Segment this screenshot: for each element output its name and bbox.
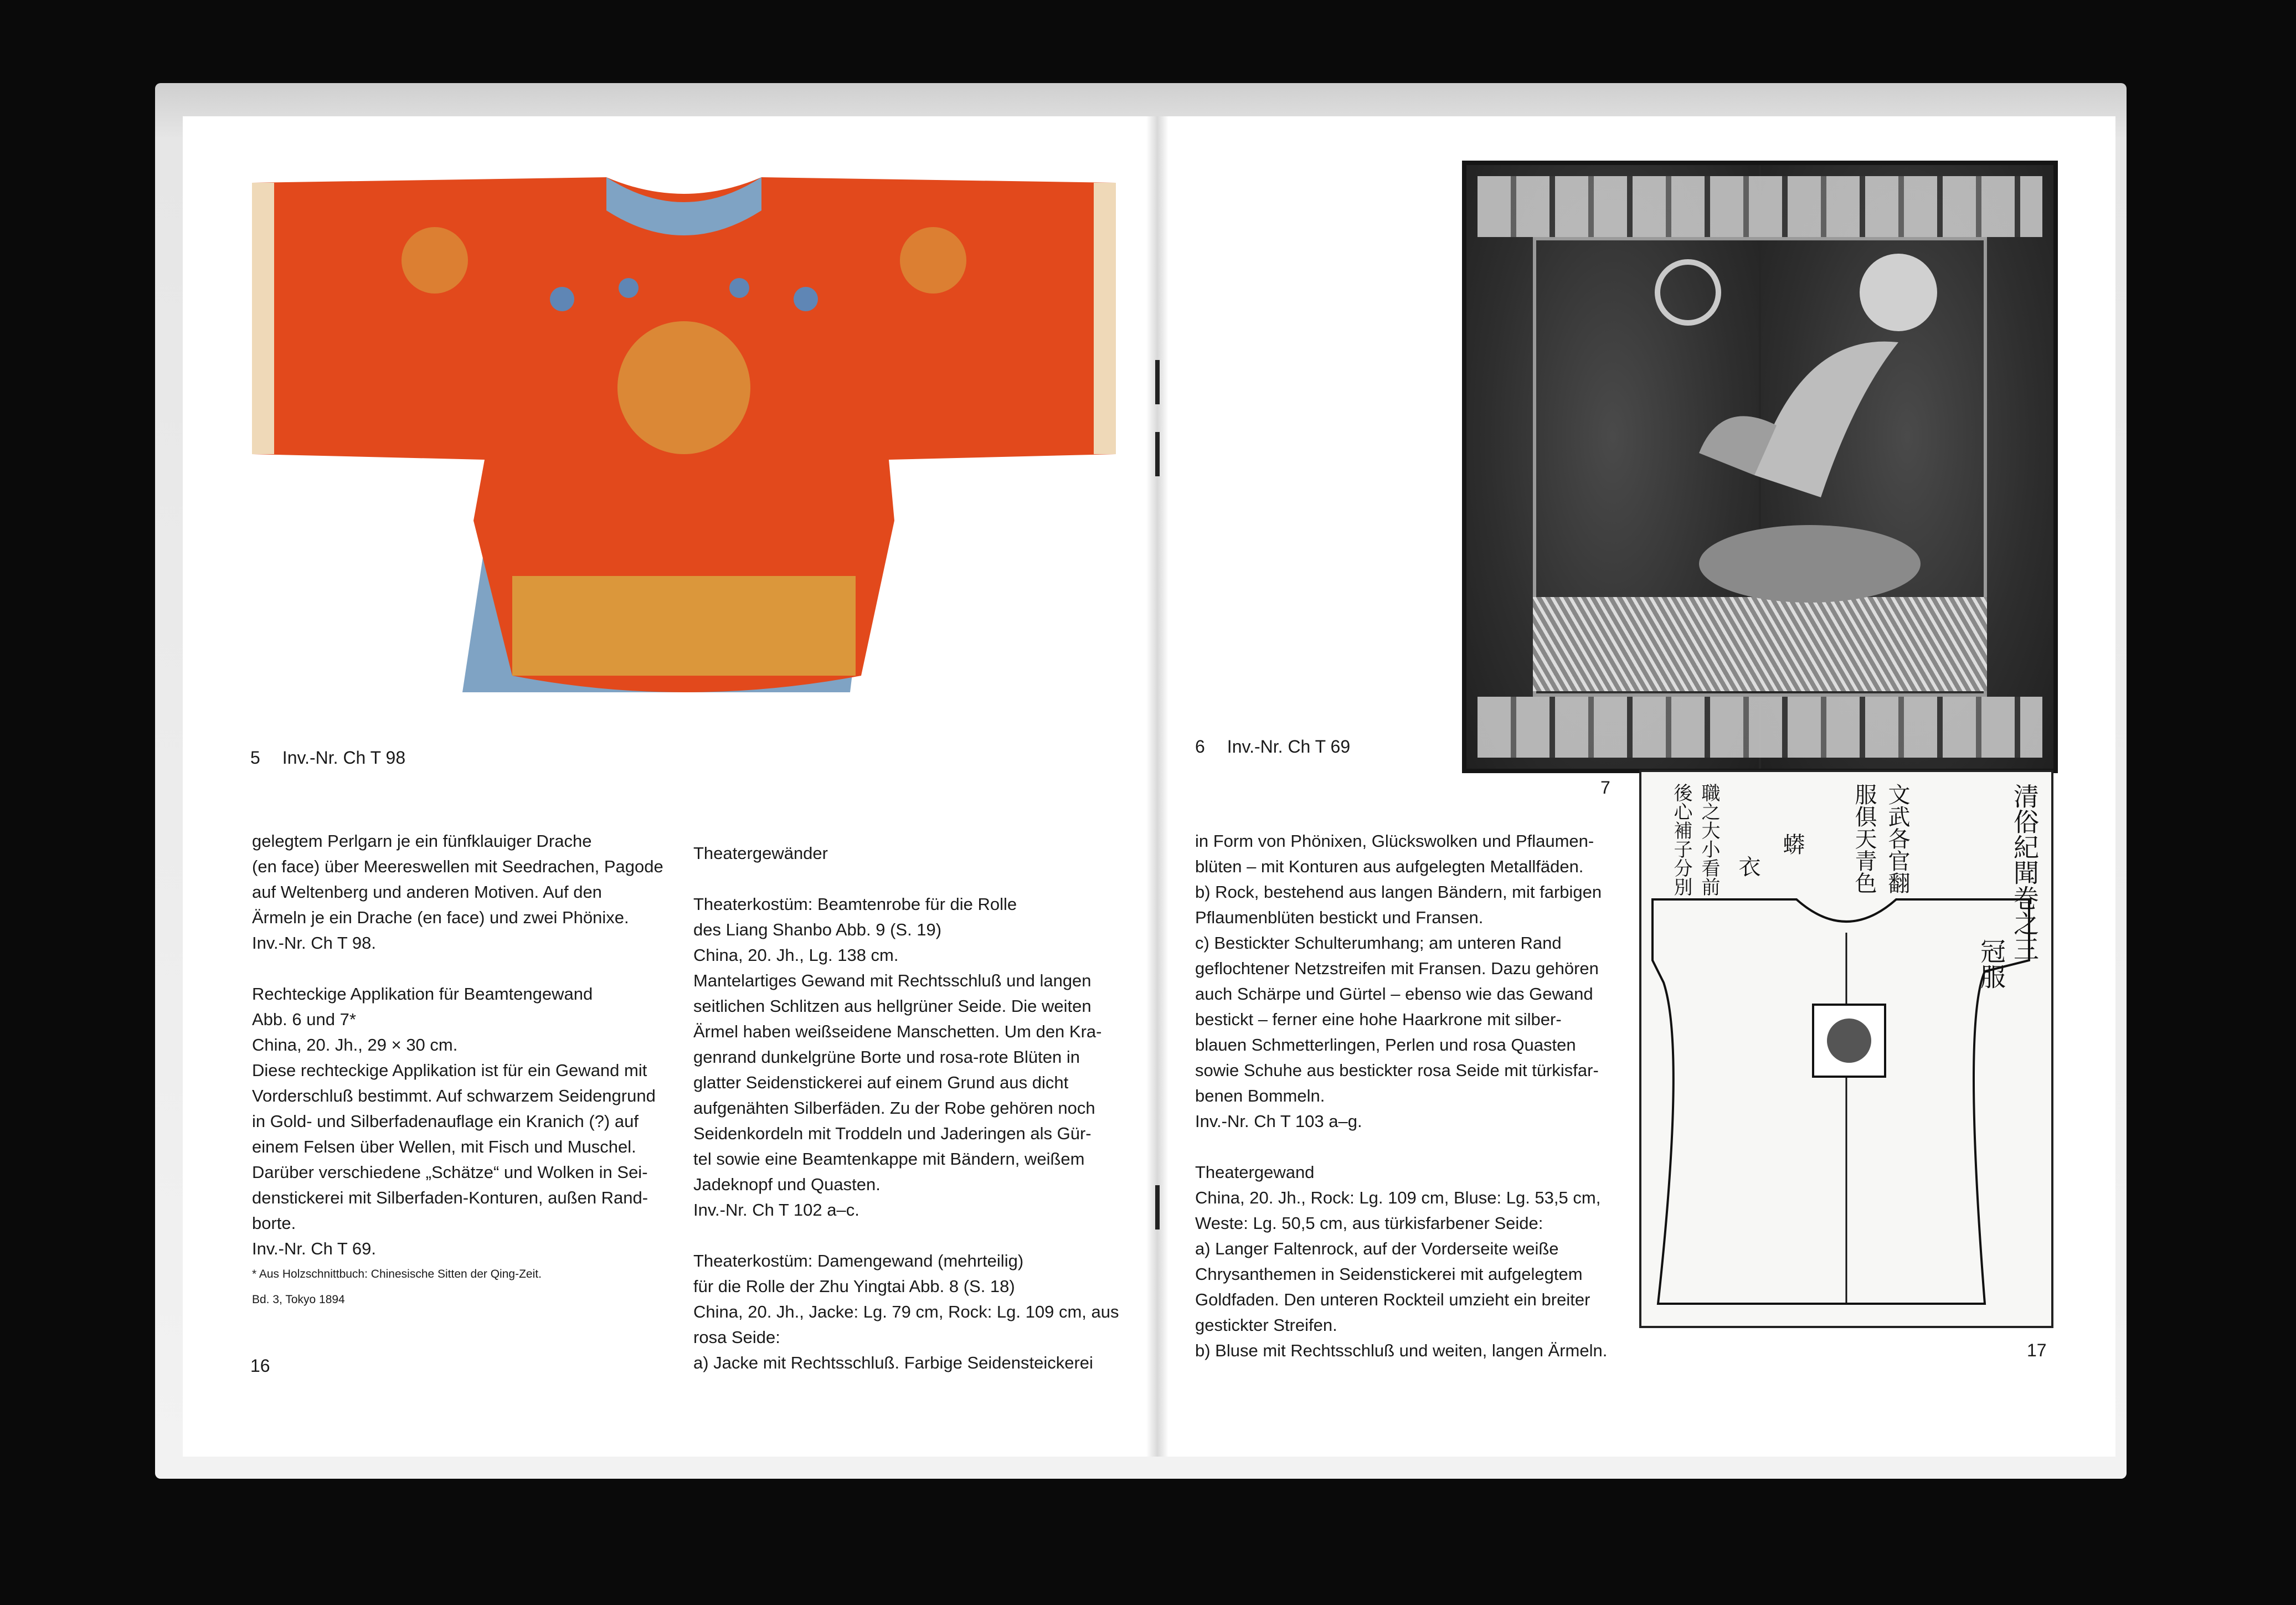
binding-stitch xyxy=(1155,360,1160,404)
text-line: Theaterkostüm: Damengewand (mehrteilig) xyxy=(693,1251,1024,1270)
page-number-left: 16 xyxy=(250,1356,270,1376)
text-line: gelegtem Perlgarn je ein fünfklauiger Drache xyxy=(252,831,592,851)
text-line: Weste: Lg. 50,5 cm, aus türkisfarbener Seide: xyxy=(1195,1213,1543,1233)
text-line: Goldfaden. Den unteren Rockteil umzieht ein breiter xyxy=(1195,1290,1590,1309)
figure-caption-text: Inv.-Nr. Ch T 98 xyxy=(282,748,406,768)
woodcut-text: 服俱天青色 xyxy=(1851,783,1877,894)
paragraph xyxy=(693,1248,1136,1376)
text-line: in Gold- und Silberfadenauflage ein Kranich (?) auf xyxy=(252,1112,639,1131)
robe-photo xyxy=(252,177,1116,709)
text-line: auch Schärpe und Gürtel – ebenso wie das Gewand xyxy=(1195,984,1593,1004)
text-line: des Liang Shanbo Abb. 9 (S. 19) xyxy=(693,920,942,939)
text-line: Jadeknopf und Quasten. xyxy=(693,1175,881,1194)
robe-right-cuff xyxy=(1094,183,1116,454)
dragon-motif xyxy=(900,227,966,294)
dragon-motif xyxy=(401,227,468,294)
text-line: einem Felsen über Wellen, mit Fisch und Muschel. xyxy=(252,1137,636,1156)
text-line: genrand dunkelgrüne Borte und rosa-rote Blüten in xyxy=(693,1047,1080,1067)
text-line: rosa Seide: xyxy=(693,1328,780,1347)
text-line: seitlichen Schlitzen aus hellgrüner Seide. Die weiten xyxy=(693,996,1092,1016)
text-line: Vorderschluß bestimmt. Auf schwarzem Seidengrund xyxy=(252,1086,656,1105)
text-line: Darüber verschiedene „Schätze“ und Wolken in Sei- xyxy=(252,1162,648,1182)
right-column xyxy=(1195,829,1627,1389)
text-line: Inv.-Nr. Ch T 102 a–c. xyxy=(693,1200,859,1220)
left-column-1 xyxy=(252,829,673,1313)
woodcut-text: 蟒 xyxy=(1779,833,1805,855)
paragraph xyxy=(693,892,1136,1223)
text-line: bestickt – ferner eine hohe Haarkrone mit silber- xyxy=(1195,1010,1562,1029)
text-line: China, 20. Jh., 29 × 30 cm. xyxy=(252,1035,458,1054)
text-line: Mantelartiges Gewand mit Rechtsschluß und langen xyxy=(693,971,1092,990)
footnote xyxy=(252,1262,673,1313)
paragraph xyxy=(252,829,673,956)
rank-badge-photo xyxy=(1462,161,2058,773)
robe-left-cuff xyxy=(252,183,274,454)
text-line: Theaterkostüm: Beamtenrobe für die Rolle xyxy=(693,894,1017,914)
text-line: China, 20. Jh., Jacke: Lg. 79 cm, Rock: Lg. 109 cm, aus xyxy=(693,1302,1119,1321)
binding-stitch xyxy=(1155,1185,1160,1230)
heading-text: Theatergewänder xyxy=(693,843,828,863)
footnote-line: * Aus Holzschnittbuch: Chinesische Sitten der Qing-Zeit. xyxy=(252,1268,542,1280)
woodcut-text: 衣 xyxy=(1735,855,1760,877)
text-line: borte. xyxy=(252,1213,296,1233)
book-gutter xyxy=(1146,116,1168,1457)
text-line: Inv.-Nr. Ch T 98. xyxy=(252,933,376,953)
figure-5-caption xyxy=(250,748,405,768)
text-line: tel sowie eine Beamtenkappe mit Bändern, weißem xyxy=(693,1149,1085,1169)
robe-hem-band xyxy=(512,576,856,676)
paragraph xyxy=(1195,829,1627,1134)
cloud-motif xyxy=(794,287,818,311)
text-line: sowie Schuhe aus bestickter rosa Seide mit türkisfar- xyxy=(1195,1061,1599,1080)
figure-number: 5 xyxy=(250,748,260,768)
figure-caption-text: Inv.-Nr. Ch T 69 xyxy=(1227,737,1351,757)
text-line: Pflaumenblüten bestickt und Fransen. xyxy=(1195,908,1484,927)
text-line: a) Langer Faltenrock, auf der Vorderseite weiße xyxy=(1195,1239,1559,1258)
text-line: blüten – mit Konturen aus aufgelegten Metallfäden. xyxy=(1195,857,1584,876)
woodcut-text: 冠服 xyxy=(1976,938,2006,989)
robe-outline-drawing xyxy=(1641,772,2051,1326)
text-line: geflochtener Netzstreifen mit Fransen. Dazu gehören xyxy=(1195,959,1599,978)
figure-number: 6 xyxy=(1195,737,1205,757)
text-line: für die Rolle der Zhu Yingtai Abb. 8 (S. 18) xyxy=(693,1277,1015,1296)
text-line: aufgenähten Silberfäden. Zu der Robe gehören noch xyxy=(693,1098,1095,1118)
text-line: c) Bestickter Schulterumhang; am unteren Rand xyxy=(1195,933,1562,953)
text-line: Ärmeln je ein Drache (en face) und zwei Phönixe. xyxy=(252,908,629,927)
text-line: Seidenkordeln mit Troddeln und Jaderingen als Gür- xyxy=(693,1124,1092,1143)
text-line: glatter Seidenstickerei auf einem Grund aus dicht xyxy=(693,1073,1069,1092)
woodcut-text: 後心補子分別 xyxy=(1670,783,1692,896)
figure-7-label: 7 xyxy=(1600,778,1610,798)
crane-figure xyxy=(1466,165,2053,769)
text-line: blauen Schmetterlingen, Perlen und rosa Quasten xyxy=(1195,1035,1576,1054)
text-line: Inv.-Nr. Ch T 69. xyxy=(252,1239,376,1258)
text-line: Abb. 6 und 7* xyxy=(252,1010,356,1029)
woodcut-text: 文武各官翻 xyxy=(1885,783,1910,894)
dragon-motif xyxy=(617,321,750,454)
text-line: Theatergewand xyxy=(1195,1162,1315,1182)
woodcut-text: 職之大小看前 xyxy=(1698,783,1720,896)
text-line: (en face) über Meereswellen mit Seedrachen, Pagode xyxy=(252,857,663,876)
text-line: a) Jacke mit Rechtsschluß. Farbige Seidensteickerei xyxy=(693,1353,1093,1372)
binding-stitch xyxy=(1155,432,1160,476)
text-line: Diese rechteckige Applikation ist für ein Gewand mit xyxy=(252,1061,647,1080)
cloud-motif xyxy=(619,278,639,298)
woodcut-title: 清俗紀聞巻之三 xyxy=(2010,783,2040,961)
left-column-2 xyxy=(693,841,1136,1401)
text-line: b) Bluse mit Rechtsschluß und weiten, langen Ärmeln. xyxy=(1195,1341,1608,1360)
text-line: Chrysanthemen in Seidenstickerei mit aufgelegtem xyxy=(1195,1264,1583,1284)
text-line: Rechteckige Applikation für Beamtengewand xyxy=(252,984,593,1004)
text-line: benen Bommeln. xyxy=(1195,1086,1325,1105)
text-line: China, 20. Jh., Rock: Lg. 109 cm, Bluse: Lg. 53,5 cm, xyxy=(1195,1188,1601,1207)
text-line: b) Rock, bestehend aus langen Bändern, mit farbigen xyxy=(1195,882,1602,902)
section-heading xyxy=(693,841,1136,866)
page-number-right: 17 xyxy=(2027,1340,2047,1360)
paragraph xyxy=(252,981,673,1262)
text-line: auf Weltenberg und anderen Motiven. Auf den xyxy=(252,882,602,902)
woodblock-print xyxy=(1639,770,2053,1328)
figure-6-caption xyxy=(1195,737,1350,757)
text-line: China, 20. Jh., Lg. 138 cm. xyxy=(693,945,899,965)
text-line: Ärmel haben weißseidene Manschetten. Um den Kra- xyxy=(693,1022,1102,1041)
cloud-motif xyxy=(729,278,749,298)
text-line: Inv.-Nr. Ch T 103 a–g. xyxy=(1195,1112,1362,1131)
text-line: gestickter Streifen. xyxy=(1195,1315,1337,1335)
text-line: in Form von Phönixen, Glückswolken und Pflaumen- xyxy=(1195,831,1594,851)
cloud-motif xyxy=(550,287,574,311)
footnote-line: Bd. 3, Tokyo 1894 xyxy=(252,1293,345,1306)
text-line: denstickerei mit Silberfaden-Konturen, außen Rand- xyxy=(252,1188,648,1207)
paragraph xyxy=(1195,1160,1627,1364)
